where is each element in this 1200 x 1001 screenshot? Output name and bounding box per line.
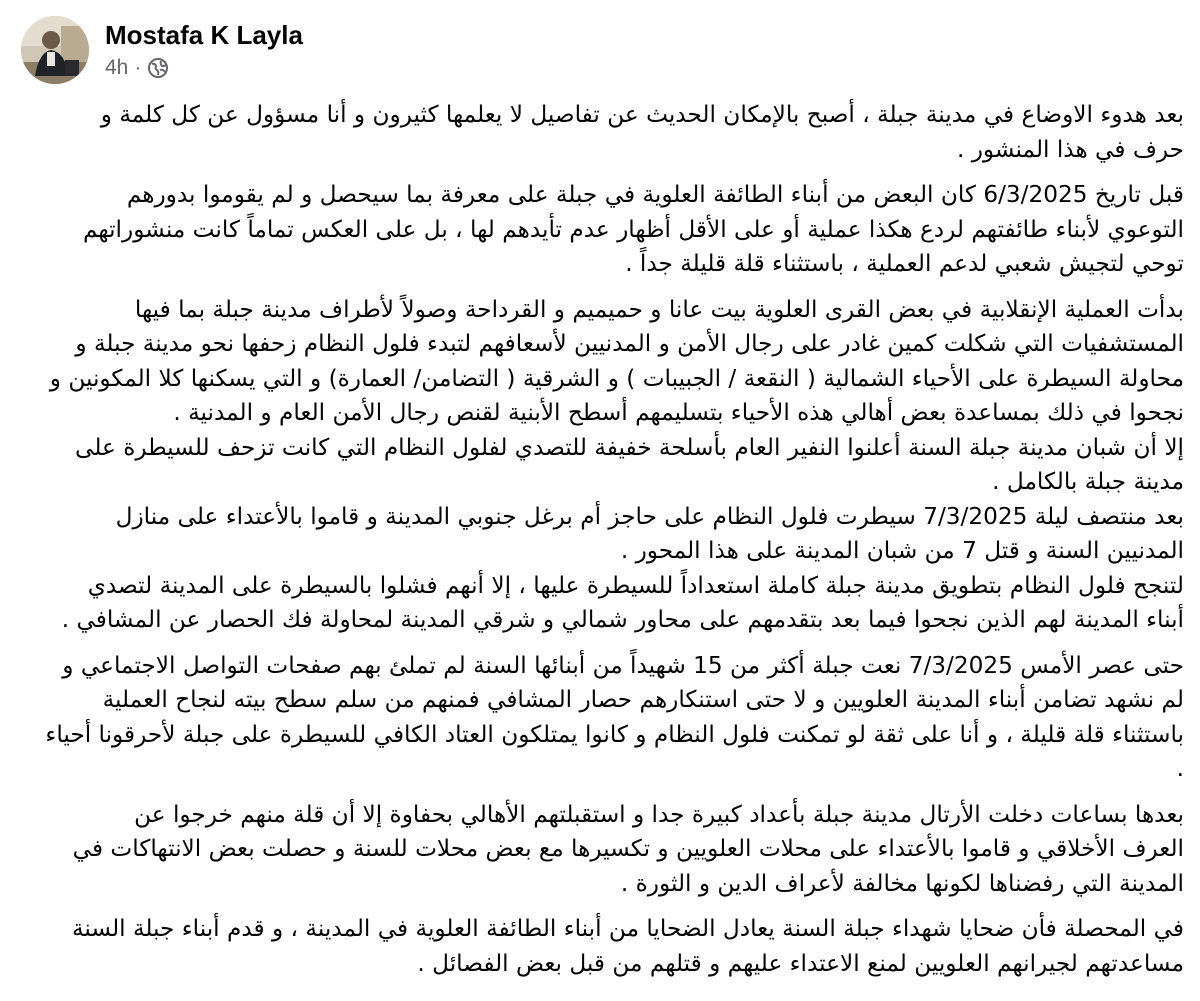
text-line: بعدها بساعات دخلت الأرتال مدينة جبلة بأعداد كبيرة جدا و استقبلتهم الأهالي بحفاوة إلا أن قلة منهم خرجوا عن bbox=[134, 800, 1184, 828]
text-line: حتى عصر الأمس 7/3/2025 نعت جبلة أكثر من 15 شهيداً من أبنائها السنة لم تملئ بهم صفحات التواصل الاجتماعي و bbox=[62, 651, 1184, 679]
text-line: التوعوي لأبناء طائفتهم لردع هكذا عملية أو على الأقل أظهار عدم تأيدهم لها ، بل على العكس تماماً كانت منشوراتهم bbox=[82, 215, 1184, 243]
text-line: المدنيين السنة و قتل 7 من شبان المدينة على هذا المحور . bbox=[620, 537, 1184, 564]
text-line: . bbox=[1176, 755, 1184, 782]
text-line: بعد منتصف ليلة 7/3/2025 سيطرت فلول النظام على حاجز أم برغل جنوبي المدينة و قاموا بالأعتداء على منازل bbox=[115, 502, 1184, 530]
text-line: المدينة التي رفضناها لكونها مخالفة لأعراف الدين و الثورة . bbox=[620, 869, 1184, 897]
text-line: باستثناء قلة قليلة ، و أنا على ثقة لو تمكنت فلول النظام و كانوا يمتلكون العتاد الكافي للسيطرة على جبلة لأحرقونا أحياء bbox=[45, 720, 1184, 748]
text-line: محاولة السيطرة على الأحياء الشمالية ( النقعة / الجبيبات ) و الشرقية ( التضامن/ العمارة) و التي يسكنها كلا المكونين و bbox=[49, 364, 1184, 392]
paragraph-2 bbox=[16, 178, 1184, 282]
meta-separator: · bbox=[134, 56, 142, 79]
post-timestamp[interactable]: 4h bbox=[105, 56, 129, 79]
text-line: مساعدتهم لجيرانهم العلويين لمنع الاعتداء عليهم و قتلهم من قبل بعض الفصائل . bbox=[417, 949, 1184, 977]
paragraph-4 bbox=[16, 649, 1184, 787]
text-line: أبناء المدينة لهم الذين نجحوا فيما بعد بتقدمهم على محاور شمالي و شرقي المدينة لمحاولة فك الحصار عن المشافي . bbox=[61, 606, 1184, 633]
post-header bbox=[21, 14, 303, 86]
paragraph-1 bbox=[16, 98, 1184, 167]
post-text bbox=[16, 98, 1184, 992]
text-line: بعد هدوء الاوضاع في مدينة جبلة ، أصبح بالإمكان الحديث عن تفاصيل لا يعلمها كثيرون و أنا مسؤول عن كل كلمة و bbox=[100, 101, 1184, 128]
text-line: لم نشهد تضامن أبناء المدينة العلويين و لا حتى استنكارهم حصار المشافي فمنهم من سلم سطح بيته لنجاح العملية bbox=[102, 686, 1184, 713]
text-line: حرف في هذا المنشور . bbox=[956, 135, 1184, 163]
globe-icon[interactable] bbox=[147, 57, 169, 79]
text-line: إلا أن شبان مدينة جبلة السنة أعلنوا النفير العام بأسلحة خفيفة للتصدي لفلول النظام التي كانت تزحف للسيطرة على bbox=[75, 433, 1184, 461]
paragraph-6 bbox=[16, 912, 1184, 981]
text-line: بدأت العملية الإنقلابية في بعض القرى العلوية بيت عانا و حميميم و القرداحة وصولاً لأطراف مدينة جبلة بما فيها bbox=[134, 295, 1184, 323]
text-line: قبل تاريخ 6/3/2025 كان البعض من أبناء الطائفة العلوية في جبلة على معرفة بما سيحصل و لم يقوموا بدورهم bbox=[126, 181, 1184, 208]
text-line: نجحوا في ذلك بمساعدة بعض أهالي هذه الأحياء بتسليمهم أسطح الأبنية لقنص رجال الأمن العام و المدنية . bbox=[173, 399, 1184, 426]
author-name[interactable]: Mostafa K Layla bbox=[105, 20, 303, 50]
text-line: في المحصلة فأن ضحايا شهداء جبلة السنة يعادل الضحايا من أبناء الطائفة العلوية في المدينة ، و قدم أبناء جبلة السنة bbox=[71, 915, 1184, 942]
author-block bbox=[105, 19, 303, 81]
avatar-photo bbox=[21, 16, 89, 84]
text-line: توحي لتجيش شعبي لدعم العملية ، باستثناء قلة قليلة جداً . bbox=[625, 250, 1184, 277]
author-avatar[interactable] bbox=[21, 16, 89, 84]
paragraph-5 bbox=[16, 798, 1184, 902]
paragraph-3 bbox=[16, 293, 1184, 638]
text-line: مدينة جبلة بالكامل . bbox=[992, 468, 1184, 495]
text-line: لتنجح فلول النظام بتطويق مدينة جبلة كاملة استعداداً للسيطرة عليها ، إلا أنهم فشلوا بالسيطرة على المدينة لتصدي bbox=[87, 571, 1184, 599]
post-meta bbox=[105, 55, 303, 81]
text-line: المستشفيات التي شكلت كمين غادر على رجال الأمن و المدنيين لأسعافهم لتبدء فلول النظام زحفها نحو مدينة جبلة و bbox=[75, 330, 1184, 357]
text-line: العرف الأخلاقي و قاموا بالأعتداء على محلات العلويين و تكسيرها مع بعض محلات للسنة و حصلت بعض الانتهاكات في bbox=[72, 835, 1184, 862]
